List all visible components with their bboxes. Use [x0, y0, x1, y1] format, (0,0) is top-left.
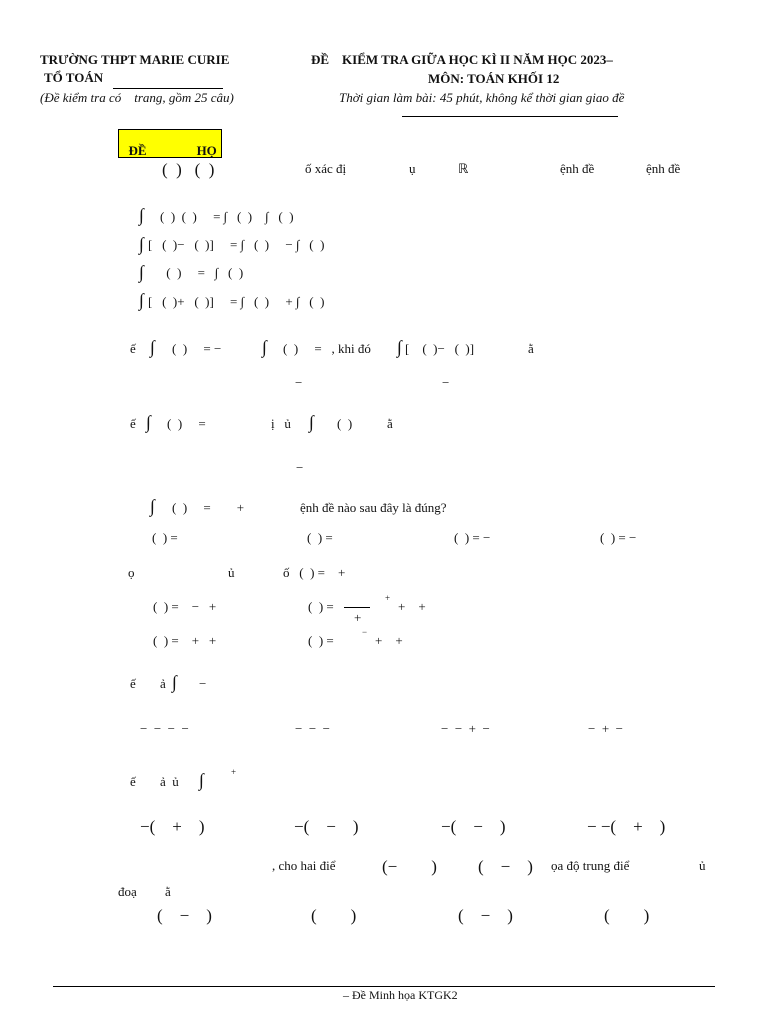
q7-option-a: −( + ) [140, 817, 205, 836]
q8-point-b: ( − ) [478, 857, 533, 876]
q5-option-b-denominator: + [354, 610, 362, 625]
q8-option-d: ( ) [604, 906, 650, 925]
q7-option-c: −( − ) [441, 817, 506, 836]
q4-option-a: ( ) = [152, 530, 178, 545]
q6-stem-b: ả [160, 676, 166, 691]
q5-stem-c: ố ( ) = + [283, 565, 346, 580]
q2-stem-c: ( ) = , khi đó [283, 341, 371, 356]
integral-sign: ∫ [139, 290, 144, 310]
q2-stem-a: ế [130, 341, 136, 356]
q5-stem-b: ủ [228, 565, 235, 580]
department-name: TỔ TOÁN [44, 70, 104, 85]
q1-stem-a: ( ) ( ) [162, 160, 215, 179]
fraction-bar [344, 607, 370, 608]
integral-sign: ∫ [146, 412, 151, 432]
q1-option-c: ( ) = ∫ ( ) [150, 265, 244, 280]
integral-sign: ∫ [139, 205, 144, 225]
q8-option-b: ( ) [311, 906, 357, 925]
q3-stem-e: ằ [387, 416, 393, 431]
exam-title: ĐỀ KIỂM TRA GIỮA HỌC KÌ II NĂM HỌC 2023– [311, 52, 613, 67]
q4-option-c: ( ) = − [454, 530, 491, 545]
q6-option-a: − − − − [140, 721, 189, 736]
q4-stem-b: ệnh đề nào sau đây là đúng? [300, 500, 447, 515]
q2-stem-d: [ ( )− ( )] [405, 341, 475, 356]
integral-sign: ∫ [150, 337, 155, 357]
q8-point-a: (− ) [382, 857, 437, 876]
integral-sign: ∫ [139, 234, 144, 254]
q1-option-d: [ ( )+ ( )] = ∫ ( ) + ∫ ( ) [148, 294, 325, 309]
q6-stem-a: ế [130, 676, 136, 691]
q8-stem-d: ọa độ trung điể [551, 858, 630, 873]
department-underline [113, 88, 223, 89]
q8-stem-f: đoạ [118, 884, 137, 899]
q1-stem-f: ệnh đề [646, 161, 681, 176]
q5-stem-a: ọ [128, 565, 135, 580]
footer-rule [53, 986, 715, 987]
q4-option-d: ( ) = − [600, 530, 637, 545]
q1-stem-c: ụ [409, 161, 416, 176]
q7-option-b: −( − ) [294, 817, 359, 836]
q8-stem-g: ằ [165, 884, 171, 899]
q1-stem-d: ℝ [458, 161, 469, 176]
q5-option-d-exponent: − [362, 627, 368, 637]
q3-stem-c: ị ủ [271, 416, 291, 431]
q5-option-a: ( ) = − + [153, 599, 217, 614]
q6-option-c: − − + − [441, 721, 490, 736]
integral-sign: ∫ [139, 262, 144, 282]
integral-sign: ∫ [397, 337, 402, 357]
q5-option-b-rest: + + [398, 599, 426, 614]
q3-stem-d: ( ) [337, 416, 353, 431]
q5-option-b-lhs: ( ) = [308, 599, 334, 614]
integral-sign: ∫ [262, 337, 267, 357]
badge-right: HỌ [196, 143, 217, 158]
q5-option-c: ( ) = + + [153, 633, 217, 648]
badge-left: ĐỀ [128, 143, 147, 158]
q5-option-d-lhs: ( ) = [308, 633, 334, 648]
exam-subject: MÔN: TOÁN KHỐI 12 [428, 71, 560, 86]
q8-stem-e: ủ [699, 858, 706, 873]
q7-stem-a: ế [130, 774, 136, 789]
integral-sign: ∫ [150, 496, 155, 516]
integral-sign: ∫ [172, 672, 177, 692]
q1-option-a: ( ) ( ) = ∫ ( ) ∫ ( ) [160, 209, 294, 224]
q5-option-b-exponent: + [385, 593, 391, 603]
q4-option-b: ( ) = [307, 530, 333, 545]
q2-stem-b: ( ) = − [172, 341, 222, 356]
integral-sign: ∫ [309, 412, 314, 432]
q1-option-b: [ ( )− ( )] = ∫ ( ) − ∫ ( ) [148, 237, 325, 252]
title-underline [402, 116, 618, 117]
exam-code-badge [118, 129, 222, 158]
q7-option-d: − −( + ) [587, 817, 666, 836]
q2-option-1: − [295, 375, 303, 390]
q2-option-2: − [442, 375, 450, 390]
q8-stem-a: , cho hai điể [272, 858, 336, 873]
q1-stem-e: ệnh đề [560, 161, 595, 176]
q3-stem-a: ế [130, 416, 136, 431]
footer-text: – Đề Minh họa KTGK2 [343, 988, 458, 1002]
q1-stem-b: ố xác đị [305, 161, 347, 176]
q7-stem-c: + [231, 767, 237, 777]
q6-option-b: − − − [295, 721, 330, 736]
page-count-note: (Đề kiểm tra có trang, gồm 25 câu) [40, 90, 234, 105]
q6-stem-c: − [199, 676, 207, 691]
integral-sign: ∫ [199, 770, 204, 790]
q2-stem-e: ằ [528, 341, 534, 356]
exam-time: Thời gian làm bài: 45 phút, không kể thời gian giao đề [339, 90, 625, 105]
q5-option-d-rest: + + [375, 633, 403, 648]
q4-stem-a: ( ) = + [172, 500, 245, 515]
q8-option-c: ( − ) [458, 906, 513, 925]
q7-stem-b: ả ủ [160, 774, 179, 789]
q3-stem-b: ( ) = [167, 416, 206, 431]
q3-option-1: − [296, 460, 304, 475]
q6-option-d: − + − [588, 721, 623, 736]
q8-option-a: ( − ) [157, 906, 212, 925]
school-name: TRƯỜNG THPT MARIE CURIE [40, 52, 230, 67]
